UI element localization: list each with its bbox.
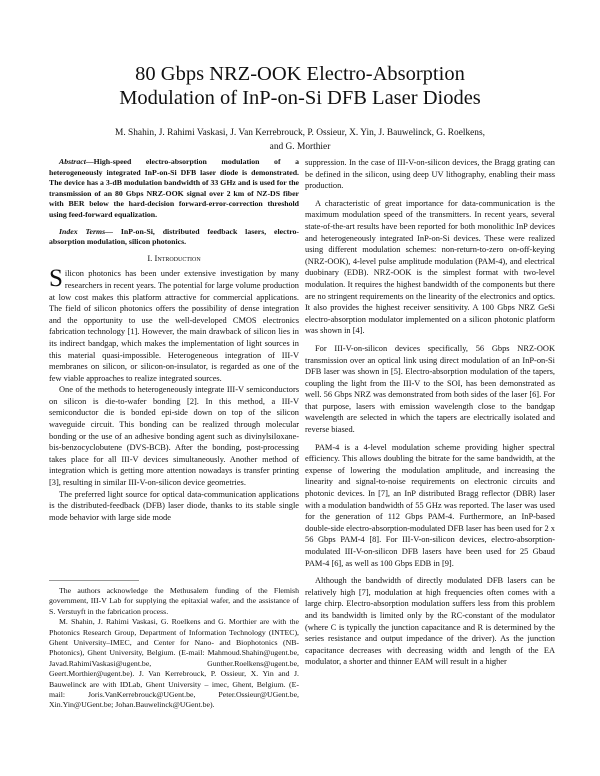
intro-paragraph-2: One of the methods to heterogeneously integrate III-V semiconductors on silicon is die-to-wafer bonding [2]. In this method, a III-V semiconductor die is bonded epi-side down on top of the silicon waveguide circuit. This bonding can be realized through molecular bonding or the use of an adhesive bonding agent such as divinylsiloxane-bis-benzocyclobutene (DVS-BCB). After the bonding, post-processing takes place for all III-V devices simultaneously. Another method of integration which is getting more attention nowadays is transfer printing [3], resulting in similar III-V-on-silicon device geometries.	[49, 385, 299, 488]
intro-paragraph-1-text: ilicon photonics has been under extensive investigation by many researchers in recent years. The potential for large volume production at low cost makes this platform attractive for commercial applications. The field of silicon photonics offers the possibility of dense integration and the opportunity to use the well-developed CMOS electronics fabrication technology [1]. However, the main drawback of silicon lies in its indirect bandgap, which makes the implementation of light sources in this material quasi-impossible. Heterogeneous integration of III-V membranes on silicon, or silicon-on-insulator, is regarded as one of the few viable approaches to realize integrated sources.	[49, 269, 299, 383]
title-line-1: 80 Gbps NRZ-OOK Electro-Absorption	[135, 63, 465, 85]
paper-title	[40, 62, 560, 110]
author-list	[60, 126, 540, 154]
authors-line-2: and G. Morthier	[269, 142, 331, 152]
drop-cap: S	[49, 265, 63, 293]
footnote-acknowledgement: The authors acknowledge the Methusalem funding of the Flemish government, III-V Lab for supplying the epitaxial wafer, and the assistance of S. Verstuyft in the fabrication process.	[49, 586, 299, 616]
right-paragraph-3: For III-V-on-silicon devices specifically, 56 Gbps NRZ-OOK transmission over an optical link using direct modulation of an InP-on-Si DFB laser was shown in [5]. Electro-absorption modulation of the tapers, coupling the light from the III-V to the SOI, has been demonstrated as well. 56 Gbps NRZ was demonstrated from both sides of the laser [6]. For that purpose, lasers with emission wavelength close to the bandgap wavelength are selected in which the tapers are electrically isolated and reverse biased.	[305, 343, 555, 435]
authors-line-1: M. Shahin, J. Rahimi Vaskasi, J. Van Kerrebrouck, P. Ossieur, X. Yin, J. Bauwelinck, G. Roelkens,	[115, 128, 485, 138]
footnote-rule	[49, 580, 139, 581]
left-column	[49, 157, 299, 523]
footnote	[49, 586, 299, 711]
index-terms	[49, 227, 299, 248]
title-line-2: Modulation of InP-on-Si DFB Laser Diodes	[119, 87, 481, 109]
abstract-label: Abstract	[59, 157, 86, 166]
footnote-affiliations: M. Shahin, J. Rahimi Vaskasi, G. Roelkens and G. Morthier are with the Photonics Research Group, Department of Information Technology (INTEC), Ghent University–IMEC, and Center for Nano- and Biophotonics (NB-Photonics), Ghent University, Belgium. (E-mail: Mahmoud.Shahin@ugent.be, Javad.RahimiVaskasi@ugent.be, Gunther.Roelkens@ugent.be, Geert.Morthier@ugent.be). J. Van Kerrebrouck, P. Ossieur, X. Yin and J. Bauwelinck are with IDLab, Ghent University – imec, Ghent, Belgium. (E-mail: Joris.VanKerrebrouck@UGent.be, Peter.Ossieur@UGent.be, Xin.Yin@UGent.be; Johan.Bauwelinck@UGent.be).	[49, 617, 299, 710]
intro-paragraph-3: The preferred light source for optical data-communication applications is the distributed-feedback (DFB) laser diode, thanks to its stable single mode behavior with large side mode	[49, 489, 299, 522]
index-terms-label: Index Terms	[59, 226, 106, 236]
intro-paragraph-1	[49, 265, 299, 384]
right-paragraph-1: suppression. In the case of III-V-on-silicon devices, the Bragg grating can be defined in the silicon, using deep UV lithography, enabling their mass production.	[305, 158, 555, 191]
section-heading-introduction: I. Introduction	[147, 252, 201, 263]
abstract-text: —High-speed electro-absorption modulation of a heterogeneously integrated InP-on-Si DFB laser diode is demonstrated. The device has a 3-dB modulation bandwidth of 33 GHz and is used for the transmission of an 80 Gbps NRZ-OOK signal over 2 km of NZ-DS fiber with BER below the hard-decision forward-error-correction threshold using feed-forward equalization.	[49, 157, 299, 219]
right-column	[305, 157, 555, 668]
right-paragraph-2: A characteristic of great importance for data-communication is the maximum modulation speed of the transmitters. In recent years, several state-of-the-art results have been reported for both monolithic InP devices and heterogeneously integrated InP-on-Si devices. These were realized using different modulation schemes: non-return-to-zero on-off-keying (NRZ-OOK), 4-level pulse amplitude modulation (PAM-4), and electrical duobinary (EDB). NRZ-OOK is the simplest format with two-level modulation. It requires the highest bandwidth of the components but there are no stringent requirements on the linearity of the electronics and optics. It also provides the highest receiver sensitivity. A 100 Gbps NRZ GeSi electro-absorption modulator implemented on a silicon photonic platform was shown in [4].	[305, 198, 555, 336]
right-paragraph-5: Although the bandwidth of directly modulated DFB lasers can be relatively high [7], modulation at high frequencies often comes with a large chirp. Electro-absorption modulation suffers less from this problem and its bandwidth is limited only by the RC-constant of the modulator (where C is typically the junction capacitance and R is determined by the series resistance and output impedance of the driver). As the junction capacitance decreases with decreasing width and length of the EA modulator, a shorter and thinner EAM will result in a higher	[305, 576, 555, 667]
abstract	[49, 157, 299, 221]
right-paragraph-4: PAM-4 is a 4-level modulation scheme providing higher spectral efficiency. This allows doubling the bitrate for the same bandwidth, at the expense of lowering the modulation amplitude, and increasing the linearity and signal-to-noise requirements on electronic circuits and photonic devices. In [7], an InP distributed Bragg reflector (DBR) laser with a modulation bandwidth of 55 GHz was reported. The laser was used for the generation of 112 Gbps PAM-4. Furthermore, an InP-based double-side electro-absorption-modulated DFB laser has been used for 2 x 56 Gbps PAM-4 [8]. For III-V-on-silicon devices, electro-absorption-modulated III-V-on-silicon DFB lasers have been used for 25 Gbaud PAM-4 [6], as well as 100 Gbps EDB in [9].	[305, 442, 555, 568]
index-terms-text: — InP-on-Si, distributed feedback lasers, electro-absorption modulation, silicon photonics.	[49, 226, 300, 247]
